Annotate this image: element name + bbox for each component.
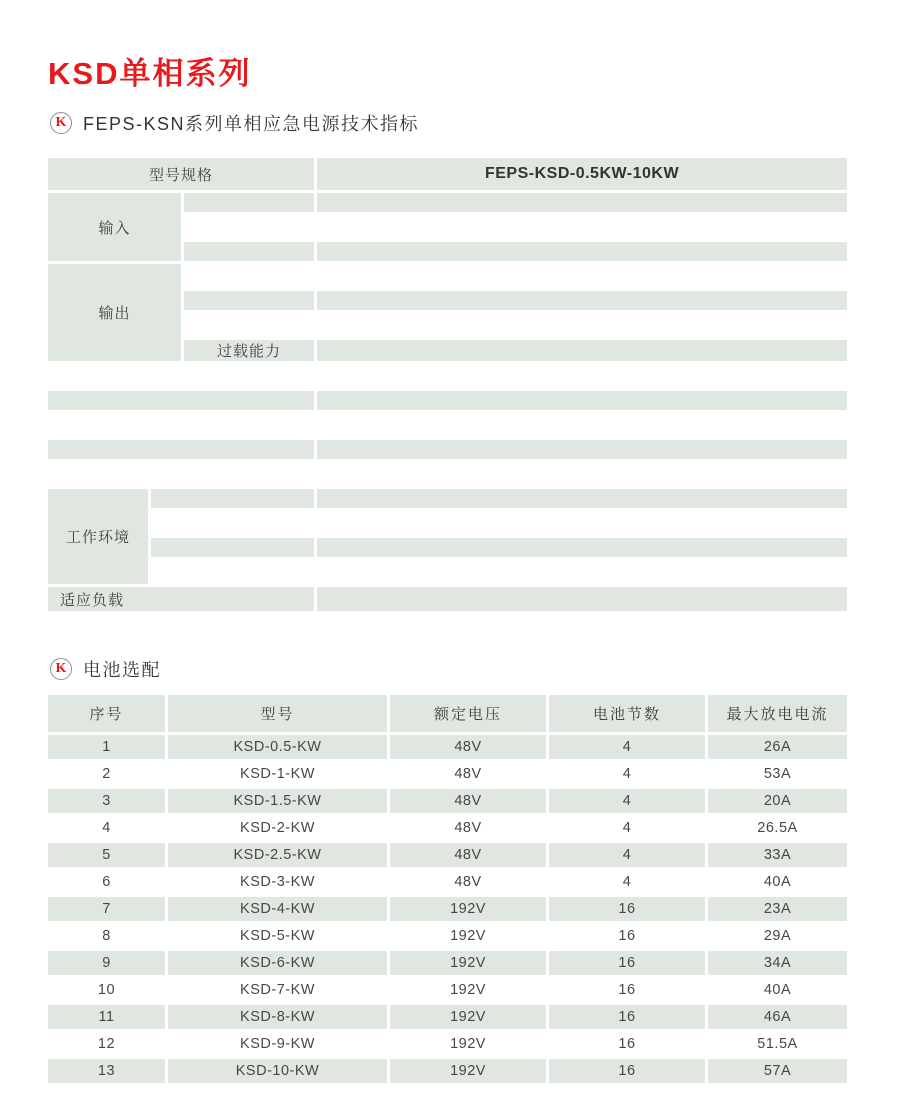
spec-table [45, 155, 850, 614]
table-row [48, 735, 847, 759]
cell [317, 242, 847, 261]
spec-model-value: FEPS-KSD-0.5KW-10KW [317, 158, 847, 190]
cell [151, 560, 314, 584]
cell: KSD-10-KW [168, 1059, 387, 1083]
table-row [48, 364, 847, 388]
table-row [48, 391, 847, 410]
cell [317, 462, 847, 486]
cell: KSD-2.5-KW [168, 843, 387, 867]
cell: 48V [390, 789, 546, 813]
cell: KSD-8-KW [168, 1005, 387, 1029]
cell: KSD-5-KW [168, 924, 387, 948]
cell: 192V [390, 1032, 546, 1056]
cell [48, 462, 314, 486]
cell [184, 242, 314, 261]
cell: KSD-2-KW [168, 816, 387, 840]
cell: 16 [549, 978, 705, 1002]
cell: 10 [48, 978, 165, 1002]
cell: 5 [48, 843, 165, 867]
k-badge-icon: K [50, 658, 72, 680]
cell: 4 [549, 843, 705, 867]
cell: 26A [708, 735, 847, 759]
cell: 48V [390, 735, 546, 759]
table-row [48, 1005, 847, 1029]
column-header-index: 序号 [48, 695, 165, 732]
table-row [48, 560, 847, 584]
cell [317, 440, 847, 459]
cell: 29A [708, 924, 847, 948]
section-title-specs: FEPS-KSN系列单相应急电源技术指标 [83, 114, 420, 134]
cell: 51.5A [708, 1032, 847, 1056]
cell: 13 [48, 1059, 165, 1083]
table-row [48, 158, 847, 190]
cell [48, 413, 314, 437]
cell: 33A [708, 843, 847, 867]
cell: 11 [48, 1005, 165, 1029]
cell [317, 291, 847, 310]
table-row [48, 413, 847, 437]
cell [317, 340, 847, 361]
cell: 4 [549, 735, 705, 759]
cell: KSD-7-KW [168, 978, 387, 1002]
table-row [48, 462, 847, 486]
cell [317, 587, 847, 611]
cell: 48V [390, 762, 546, 786]
cell: 9 [48, 951, 165, 975]
cell [151, 489, 314, 508]
table-row [48, 978, 847, 1002]
cell: 12 [48, 1032, 165, 1056]
column-header-voltage: 额定电压 [390, 695, 546, 732]
cell: 16 [549, 1059, 705, 1083]
cell: 6 [48, 870, 165, 894]
cell [184, 264, 314, 288]
cell [317, 193, 847, 212]
cell [317, 391, 847, 410]
table-row [48, 1032, 847, 1056]
table-row [48, 762, 847, 786]
section-title-battery: 电池选配 [83, 660, 161, 680]
cell: 192V [390, 1005, 546, 1029]
cell: 46A [708, 1005, 847, 1029]
cell: 40A [708, 870, 847, 894]
cell [48, 391, 314, 410]
cell: 48V [390, 816, 546, 840]
cell: 192V [390, 897, 546, 921]
cell: 8 [48, 924, 165, 948]
cell: 4 [48, 816, 165, 840]
spec-output-label: 输出 [48, 264, 181, 361]
cell: 34A [708, 951, 847, 975]
spec-input-label: 输入 [48, 193, 181, 261]
cell: KSD-6-KW [168, 951, 387, 975]
table-row [48, 538, 847, 557]
column-header-cells: 电池节数 [549, 695, 705, 732]
table-row [48, 587, 847, 611]
cell: 3 [48, 789, 165, 813]
cell [317, 215, 847, 239]
table-row [48, 440, 847, 459]
cell [184, 193, 314, 212]
cell [48, 440, 314, 459]
cell: 20A [708, 789, 847, 813]
cell: 16 [549, 924, 705, 948]
spec-load-label: 适应负载 [48, 587, 314, 611]
table-row [48, 1059, 847, 1083]
cell: 48V [390, 870, 546, 894]
table-row [48, 489, 847, 508]
cell: 192V [390, 951, 546, 975]
cell: 7 [48, 897, 165, 921]
cell: 1 [48, 735, 165, 759]
column-header-current: 最大放电电流 [708, 695, 847, 732]
cell: 4 [549, 762, 705, 786]
cell: 16 [549, 897, 705, 921]
table-row [48, 816, 847, 840]
section-heading-battery [50, 656, 161, 682]
spec-environment-label: 工作环境 [48, 489, 148, 584]
cell: 23A [708, 897, 847, 921]
cell: 4 [549, 789, 705, 813]
cell [48, 364, 314, 388]
spec-overload-label: 过载能力 [184, 340, 314, 361]
cell: KSD-0.5-KW [168, 735, 387, 759]
cell [317, 560, 847, 584]
table-row [48, 924, 847, 948]
cell: KSD-1-KW [168, 762, 387, 786]
cell: KSD-9-KW [168, 1032, 387, 1056]
table-row [48, 951, 847, 975]
cell [317, 264, 847, 288]
table-row [48, 897, 847, 921]
cell: KSD-4-KW [168, 897, 387, 921]
cell [317, 413, 847, 437]
table-row [48, 843, 847, 867]
cell: 16 [549, 1005, 705, 1029]
k-badge-icon: K [50, 112, 72, 134]
cell: 4 [549, 870, 705, 894]
cell [317, 511, 847, 535]
battery-table [45, 692, 850, 1086]
cell: KSD-1.5-KW [168, 789, 387, 813]
battery-table-body [48, 735, 847, 1083]
spec-model-label: 型号规格 [48, 158, 314, 190]
cell: 2 [48, 762, 165, 786]
cell: 40A [708, 978, 847, 1002]
cell: 16 [549, 1032, 705, 1056]
table-header-row [48, 695, 847, 732]
cell [184, 313, 314, 337]
cell [184, 291, 314, 310]
cell [317, 489, 847, 508]
cell: 4 [549, 816, 705, 840]
cell: 26.5A [708, 816, 847, 840]
table-row [48, 264, 847, 288]
cell [184, 215, 314, 239]
cell: 192V [390, 978, 546, 1002]
table-row [48, 193, 847, 212]
cell [317, 364, 847, 388]
section-heading-specs [50, 110, 419, 136]
cell [151, 511, 314, 535]
table-row [48, 789, 847, 813]
cell [317, 313, 847, 337]
cell [317, 538, 847, 557]
cell: KSD-3-KW [168, 870, 387, 894]
cell [151, 538, 314, 557]
cell: 57A [708, 1059, 847, 1083]
table-row [48, 511, 847, 535]
column-header-model: 型号 [168, 695, 387, 732]
cell: 48V [390, 843, 546, 867]
cell: 16 [549, 951, 705, 975]
cell: 53A [708, 762, 847, 786]
table-row [48, 870, 847, 894]
cell: 192V [390, 924, 546, 948]
page-title: KSD单相系列 [48, 56, 252, 91]
cell: 192V [390, 1059, 546, 1083]
